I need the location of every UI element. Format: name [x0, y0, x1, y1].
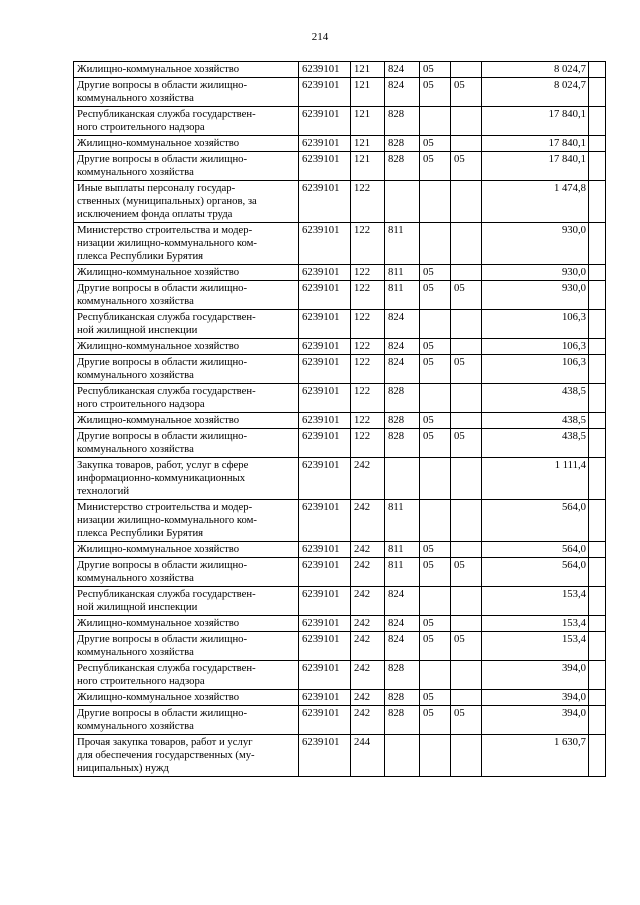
- subsection-code-cell: [451, 62, 482, 78]
- section-code-cell: [420, 661, 451, 690]
- target-article-code-cell: 6239101: [299, 265, 351, 281]
- row-name-cell: Жилищно-коммунальное хозяйство: [74, 62, 299, 78]
- amount-cell: 394,0: [482, 690, 589, 706]
- subsection-code-cell: 05: [451, 706, 482, 735]
- amount-cell: 1 474,8: [482, 181, 589, 223]
- amount-cell: 1 630,7: [482, 735, 589, 777]
- ministry-code-cell: 828: [385, 429, 420, 458]
- section-code-cell: 05: [420, 265, 451, 281]
- section-code-cell: 05: [420, 542, 451, 558]
- empty-trailing-cell: [589, 78, 606, 107]
- section-code-cell: 05: [420, 281, 451, 310]
- expense-type-code-cell: 242: [351, 661, 385, 690]
- row-name-cell: Республиканская служба государствен- ной жилищной инспекции: [74, 587, 299, 616]
- amount-cell: 930,0: [482, 265, 589, 281]
- target-article-code-cell: 6239101: [299, 310, 351, 339]
- amount-cell: 17 840,1: [482, 152, 589, 181]
- row-name-cell: Жилищно-коммунальное хозяйство: [74, 339, 299, 355]
- ministry-code-cell: 811: [385, 265, 420, 281]
- subsection-code-cell: [451, 107, 482, 136]
- ministry-code-cell: [385, 181, 420, 223]
- table-row: [74, 587, 606, 616]
- amount-cell: 17 840,1: [482, 107, 589, 136]
- subsection-code-cell: [451, 265, 482, 281]
- section-code-cell: 05: [420, 355, 451, 384]
- expense-type-code-cell: 242: [351, 616, 385, 632]
- section-code-cell: [420, 181, 451, 223]
- target-article-code-cell: 6239101: [299, 616, 351, 632]
- subsection-code-cell: [451, 690, 482, 706]
- expense-type-code-cell: 242: [351, 500, 385, 542]
- ministry-code-cell: 824: [385, 587, 420, 616]
- budget-table: [73, 61, 606, 777]
- empty-trailing-cell: [589, 265, 606, 281]
- empty-trailing-cell: [589, 632, 606, 661]
- table-row: [74, 632, 606, 661]
- table-row: [74, 690, 606, 706]
- target-article-code-cell: 6239101: [299, 339, 351, 355]
- ministry-code-cell: 824: [385, 310, 420, 339]
- section-code-cell: 05: [420, 62, 451, 78]
- subsection-code-cell: [451, 223, 482, 265]
- target-article-code-cell: 6239101: [299, 62, 351, 78]
- amount-cell: 17 840,1: [482, 136, 589, 152]
- ministry-code-cell: 824: [385, 616, 420, 632]
- target-article-code-cell: 6239101: [299, 558, 351, 587]
- empty-trailing-cell: [589, 616, 606, 632]
- amount-cell: 438,5: [482, 384, 589, 413]
- target-article-code-cell: 6239101: [299, 500, 351, 542]
- subsection-code-cell: 05: [451, 78, 482, 107]
- subsection-code-cell: [451, 661, 482, 690]
- ministry-code-cell: 824: [385, 78, 420, 107]
- ministry-code-cell: 828: [385, 107, 420, 136]
- target-article-code-cell: 6239101: [299, 690, 351, 706]
- ministry-code-cell: 811: [385, 558, 420, 587]
- subsection-code-cell: 05: [451, 355, 482, 384]
- amount-cell: 153,4: [482, 632, 589, 661]
- amount-cell: 930,0: [482, 223, 589, 265]
- row-name-cell: Иные выплаты персоналу государ- ственных (муниципальных) органов, за исключением фонда оплаты труда: [74, 181, 299, 223]
- empty-trailing-cell: [589, 310, 606, 339]
- table-row: [74, 78, 606, 107]
- section-code-cell: [420, 735, 451, 777]
- expense-type-code-cell: 122: [351, 339, 385, 355]
- empty-trailing-cell: [589, 136, 606, 152]
- table-row: [74, 458, 606, 500]
- ministry-code-cell: 824: [385, 339, 420, 355]
- amount-cell: 564,0: [482, 500, 589, 542]
- row-name-cell: Жилищно-коммунальное хозяйство: [74, 136, 299, 152]
- target-article-code-cell: 6239101: [299, 355, 351, 384]
- ministry-code-cell: [385, 458, 420, 500]
- row-name-cell: Прочая закупка товаров, работ и услуг для обеспечения государственных (му- ниципальных) нужд: [74, 735, 299, 777]
- empty-trailing-cell: [589, 429, 606, 458]
- subsection-code-cell: [451, 413, 482, 429]
- expense-type-code-cell: 122: [351, 281, 385, 310]
- section-code-cell: [420, 223, 451, 265]
- table-row: [74, 62, 606, 78]
- ministry-code-cell: 828: [385, 661, 420, 690]
- amount-cell: 106,3: [482, 339, 589, 355]
- table-row: [74, 265, 606, 281]
- row-name-cell: Жилищно-коммунальное хозяйство: [74, 616, 299, 632]
- expense-type-code-cell: 122: [351, 384, 385, 413]
- expense-type-code-cell: 122: [351, 429, 385, 458]
- empty-trailing-cell: [589, 690, 606, 706]
- section-code-cell: [420, 458, 451, 500]
- target-article-code-cell: 6239101: [299, 458, 351, 500]
- expense-type-code-cell: 122: [351, 265, 385, 281]
- table-row: [74, 181, 606, 223]
- ministry-code-cell: 824: [385, 632, 420, 661]
- expense-type-code-cell: 242: [351, 458, 385, 500]
- ministry-code-cell: 828: [385, 384, 420, 413]
- subsection-code-cell: [451, 542, 482, 558]
- subsection-code-cell: [451, 500, 482, 542]
- row-name-cell: Республиканская служба государствен- ного строительного надзора: [74, 107, 299, 136]
- table-row: [74, 136, 606, 152]
- budget-table-body: [74, 62, 606, 777]
- row-name-cell: Министерство строительства и модер- низации жилищно-коммунального ком- плекса Республики Бурятия: [74, 500, 299, 542]
- section-code-cell: [420, 500, 451, 542]
- target-article-code-cell: 6239101: [299, 384, 351, 413]
- target-article-code-cell: 6239101: [299, 413, 351, 429]
- table-row: [74, 281, 606, 310]
- section-code-cell: 05: [420, 78, 451, 107]
- ministry-code-cell: 824: [385, 355, 420, 384]
- subsection-code-cell: 05: [451, 558, 482, 587]
- row-name-cell: Жилищно-коммунальное хозяйство: [74, 413, 299, 429]
- target-article-code-cell: 6239101: [299, 78, 351, 107]
- amount-cell: 8 024,7: [482, 78, 589, 107]
- empty-trailing-cell: [589, 281, 606, 310]
- subsection-code-cell: [451, 735, 482, 777]
- amount-cell: 106,3: [482, 355, 589, 384]
- table-row: [74, 542, 606, 558]
- section-code-cell: 05: [420, 136, 451, 152]
- row-name-cell: Другие вопросы в области жилищно- коммунального хозяйства: [74, 281, 299, 310]
- section-code-cell: 05: [420, 413, 451, 429]
- target-article-code-cell: 6239101: [299, 181, 351, 223]
- table-row: [74, 339, 606, 355]
- table-row: [74, 558, 606, 587]
- empty-trailing-cell: [589, 500, 606, 542]
- subsection-code-cell: [451, 616, 482, 632]
- table-row: [74, 152, 606, 181]
- table-row: [74, 500, 606, 542]
- amount-cell: 394,0: [482, 706, 589, 735]
- row-name-cell: Республиканская служба государствен- ной жилищной инспекции: [74, 310, 299, 339]
- empty-trailing-cell: [589, 384, 606, 413]
- expense-type-code-cell: 242: [351, 706, 385, 735]
- empty-trailing-cell: [589, 107, 606, 136]
- target-article-code-cell: 6239101: [299, 587, 351, 616]
- table-row: [74, 413, 606, 429]
- ministry-code-cell: 824: [385, 62, 420, 78]
- expense-type-code-cell: 242: [351, 542, 385, 558]
- section-code-cell: 05: [420, 429, 451, 458]
- ministry-code-cell: 811: [385, 281, 420, 310]
- row-name-cell: Республиканская служба государствен- ного строительного надзора: [74, 661, 299, 690]
- row-name-cell: Другие вопросы в области жилищно- коммунального хозяйства: [74, 429, 299, 458]
- ministry-code-cell: 828: [385, 152, 420, 181]
- table-row: [74, 661, 606, 690]
- ministry-code-cell: 828: [385, 706, 420, 735]
- table-row: [74, 616, 606, 632]
- row-name-cell: Жилищно-коммунальное хозяйство: [74, 265, 299, 281]
- ministry-code-cell: 811: [385, 542, 420, 558]
- table-row: [74, 223, 606, 265]
- subsection-code-cell: [451, 136, 482, 152]
- subsection-code-cell: [451, 587, 482, 616]
- amount-cell: 1 111,4: [482, 458, 589, 500]
- ministry-code-cell: 828: [385, 136, 420, 152]
- ministry-code-cell: 828: [385, 413, 420, 429]
- amount-cell: 153,4: [482, 616, 589, 632]
- section-code-cell: 05: [420, 616, 451, 632]
- table-row: [74, 735, 606, 777]
- amount-cell: 438,5: [482, 429, 589, 458]
- empty-trailing-cell: [589, 706, 606, 735]
- amount-cell: 930,0: [482, 281, 589, 310]
- row-name-cell: Другие вопросы в области жилищно- коммунального хозяйства: [74, 706, 299, 735]
- table-row: [74, 706, 606, 735]
- empty-trailing-cell: [589, 62, 606, 78]
- row-name-cell: Другие вопросы в области жилищно- коммунального хозяйства: [74, 355, 299, 384]
- table-row: [74, 384, 606, 413]
- empty-trailing-cell: [589, 413, 606, 429]
- table-row: [74, 355, 606, 384]
- empty-trailing-cell: [589, 542, 606, 558]
- expense-type-code-cell: 121: [351, 78, 385, 107]
- target-article-code-cell: 6239101: [299, 223, 351, 265]
- section-code-cell: 05: [420, 152, 451, 181]
- expense-type-code-cell: 122: [351, 355, 385, 384]
- row-name-cell: Жилищно-коммунальное хозяйство: [74, 542, 299, 558]
- section-code-cell: 05: [420, 339, 451, 355]
- expense-type-code-cell: 121: [351, 152, 385, 181]
- subsection-code-cell: 05: [451, 632, 482, 661]
- page-number: 214: [311, 31, 329, 43]
- amount-cell: 438,5: [482, 413, 589, 429]
- expense-type-code-cell: 244: [351, 735, 385, 777]
- expense-type-code-cell: 122: [351, 310, 385, 339]
- subsection-code-cell: [451, 310, 482, 339]
- empty-trailing-cell: [589, 181, 606, 223]
- amount-cell: 153,4: [482, 587, 589, 616]
- expense-type-code-cell: 121: [351, 136, 385, 152]
- expense-type-code-cell: 242: [351, 690, 385, 706]
- subsection-code-cell: [451, 339, 482, 355]
- amount-cell: 564,0: [482, 558, 589, 587]
- target-article-code-cell: 6239101: [299, 429, 351, 458]
- target-article-code-cell: 6239101: [299, 136, 351, 152]
- empty-trailing-cell: [589, 152, 606, 181]
- empty-trailing-cell: [589, 661, 606, 690]
- table-row: [74, 107, 606, 136]
- subsection-code-cell: 05: [451, 152, 482, 181]
- row-name-cell: Жилищно-коммунальное хозяйство: [74, 690, 299, 706]
- section-code-cell: 05: [420, 690, 451, 706]
- ministry-code-cell: 828: [385, 690, 420, 706]
- expense-type-code-cell: 242: [351, 632, 385, 661]
- amount-cell: 8 024,7: [482, 62, 589, 78]
- target-article-code-cell: 6239101: [299, 661, 351, 690]
- expense-type-code-cell: 122: [351, 223, 385, 265]
- empty-trailing-cell: [589, 458, 606, 500]
- subsection-code-cell: [451, 458, 482, 500]
- empty-trailing-cell: [589, 587, 606, 616]
- section-code-cell: 05: [420, 706, 451, 735]
- section-code-cell: [420, 384, 451, 413]
- expense-type-code-cell: 121: [351, 107, 385, 136]
- section-code-cell: [420, 587, 451, 616]
- empty-trailing-cell: [589, 355, 606, 384]
- expense-type-code-cell: 122: [351, 413, 385, 429]
- row-name-cell: Другие вопросы в области жилищно- коммунального хозяйства: [74, 152, 299, 181]
- target-article-code-cell: 6239101: [299, 107, 351, 136]
- row-name-cell: Республиканская служба государствен- ного строительного надзора: [74, 384, 299, 413]
- row-name-cell: Министерство строительства и модер- низации жилищно-коммунального ком- плекса Республики Бурятия: [74, 223, 299, 265]
- subsection-code-cell: 05: [451, 429, 482, 458]
- expense-type-code-cell: 122: [351, 181, 385, 223]
- amount-cell: 106,3: [482, 310, 589, 339]
- amount-cell: 564,0: [482, 542, 589, 558]
- row-name-cell: Другие вопросы в области жилищно- коммунального хозяйства: [74, 558, 299, 587]
- empty-trailing-cell: [589, 735, 606, 777]
- section-code-cell: 05: [420, 632, 451, 661]
- ministry-code-cell: 811: [385, 223, 420, 265]
- table-row: [74, 310, 606, 339]
- amount-cell: 394,0: [482, 661, 589, 690]
- expense-type-code-cell: 121: [351, 62, 385, 78]
- subsection-code-cell: [451, 181, 482, 223]
- empty-trailing-cell: [589, 223, 606, 265]
- target-article-code-cell: 6239101: [299, 281, 351, 310]
- empty-trailing-cell: [589, 558, 606, 587]
- ministry-code-cell: 811: [385, 500, 420, 542]
- ministry-code-cell: [385, 735, 420, 777]
- empty-trailing-cell: [589, 339, 606, 355]
- table-row: [74, 429, 606, 458]
- target-article-code-cell: 6239101: [299, 735, 351, 777]
- section-code-cell: [420, 310, 451, 339]
- target-article-code-cell: 6239101: [299, 152, 351, 181]
- row-name-cell: Другие вопросы в области жилищно- коммунального хозяйства: [74, 632, 299, 661]
- section-code-cell: [420, 107, 451, 136]
- target-article-code-cell: 6239101: [299, 706, 351, 735]
- target-article-code-cell: 6239101: [299, 542, 351, 558]
- subsection-code-cell: 05: [451, 281, 482, 310]
- expense-type-code-cell: 242: [351, 558, 385, 587]
- section-code-cell: 05: [420, 558, 451, 587]
- row-name-cell: Закупка товаров, работ, услуг в сфере информационно-коммуникационных технологий: [74, 458, 299, 500]
- target-article-code-cell: 6239101: [299, 632, 351, 661]
- expense-type-code-cell: 242: [351, 587, 385, 616]
- row-name-cell: Другие вопросы в области жилищно- коммунального хозяйства: [74, 78, 299, 107]
- subsection-code-cell: [451, 384, 482, 413]
